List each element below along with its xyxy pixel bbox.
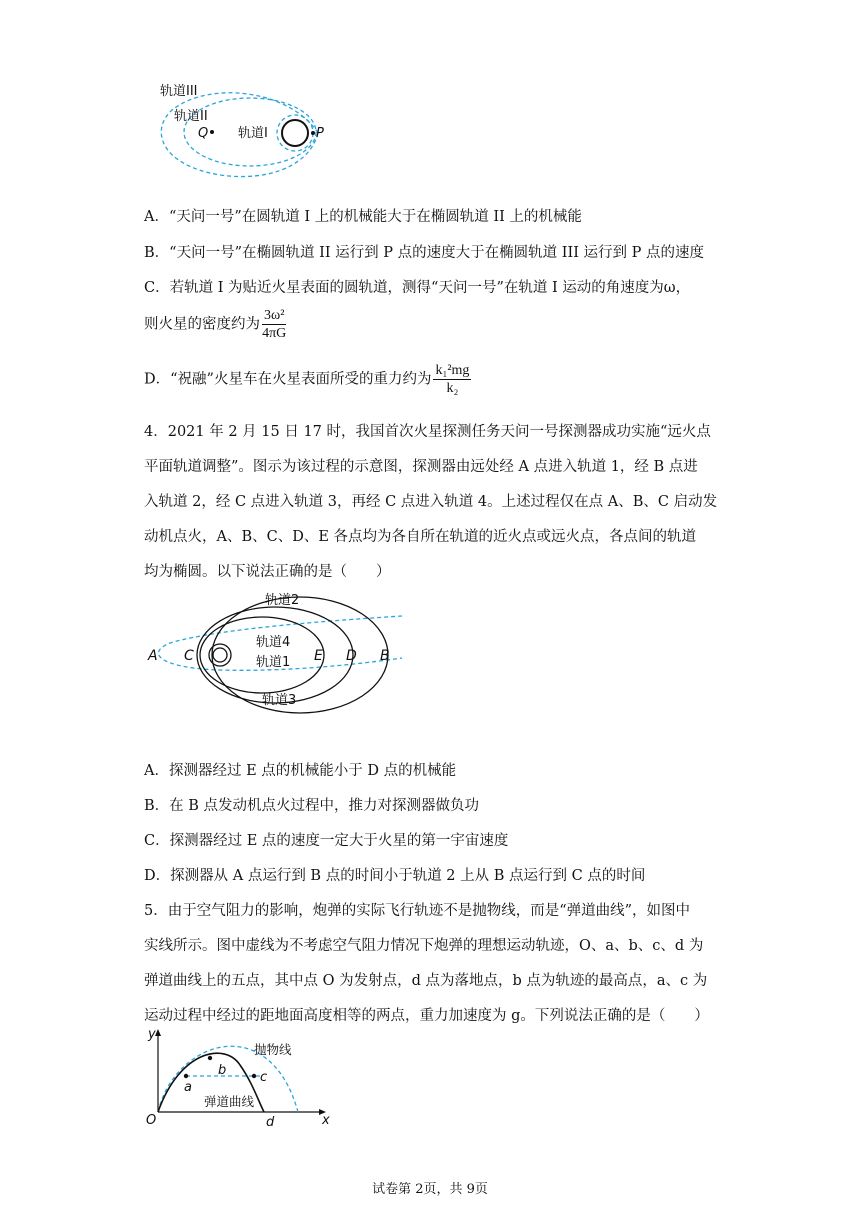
label-b: B [380,648,390,664]
density-denominator: 4πG [262,326,287,341]
point-a [184,1074,188,1078]
gravity-numerator: k₁²mg [435,363,470,378]
label-q: Q [198,126,209,141]
point-c [252,1074,256,1078]
q4-option-c: C．探测器经过 E 点的速度一定大于火星的第一宇宙速度 [144,833,509,849]
q4-stem-line-4: 动机点火，A、B、C、D、E 各点均为各自所在轨道的近火点或远火点，各点间的轨道 [144,529,697,545]
label-a: a [184,1080,192,1095]
point-q [210,130,214,134]
mars-planet [213,648,227,662]
q4-stem-line-5: 均为椭圆。以下说法正确的是（ ） [144,564,391,580]
q3-option-c-text: 则火星的密度约为 [144,316,260,333]
q4-stem-line-2: 平面轨道调整”。图示为该过程的示意图，探测器由远处经 A 点进入轨道 1，经 B 点进 [144,459,698,475]
label-orbit-iii: 轨道III [160,84,198,99]
label-orbit-ii: 轨道II [174,109,208,124]
label-a: A [148,648,158,664]
label-ballistic: 弹道曲线 [204,1094,255,1109]
q5-stem-line-1: 5．由于空气阻力的影响，炮弹的实际飞行轨迹不是抛物线，而是“弹道曲线”，如图中 [144,903,691,919]
label-c: c [260,1070,268,1085]
point-b [208,1056,212,1060]
q4-stem-line-1: 4．2021 年 2 月 15 日 17 时，我国首次火星探测任务天问一号探测器成功实施“远火点 [144,424,711,440]
label-b: b [218,1063,227,1078]
label-parabola: 抛物线 [254,1042,292,1057]
q3-option-b: B．“天问一号”在椭圆轨道 II 运行到 P 点的速度大于在椭圆轨道 III 运行到 P 点的速度 [144,245,705,261]
label-orbit-1: 轨道1 [256,655,291,670]
q5-stem-line-2: 实线所示。图中虚线为不考虑空气阻力情况下炮弹的理想运动轨迹，O、a、b、c、d 为 [144,938,704,954]
q4-option-d: D．探测器从 A 点运行到 B 点的时间小于轨道 2 上从 B 点运行到 C 点的时间 [144,868,646,884]
q3-option-a: A．“天问一号”在圆轨道 I 上的机械能大于在椭圆轨道 II 上的机械能 [144,209,582,225]
q3-option-d-text: D．“祝融”火星车在火星表面所受的重力约为 [144,371,432,388]
orbit-figure-2 [140,588,420,722]
page-footer: 试卷第 2页，共 9页 [372,1182,488,1197]
q5-stem-line-3: 弹道曲线上的五点，其中点 O 为发射点，d 点为落地点，b 点为轨迹的最高点，a、c 为 [144,973,708,989]
q4-stem-line-3: 入轨道 2，经 C 点进入轨道 3，再经 C 点进入轨道 4。上述过程仅在点 A、B、C 启动发 [144,494,718,510]
label-orbit-i: 轨道I [238,126,268,141]
mars-planet [282,120,308,146]
gravity-fraction [433,362,471,397]
q5-stem-line-4: 运动过程中经过的距地面高度相等的两点，重力加速度为 g。下列说法正确的是（ ） [144,1008,709,1024]
y-axis-arrow-icon [155,1029,161,1036]
orbit-2-curve [212,597,388,713]
label-d: d [266,1115,275,1130]
label-p: P [316,126,324,141]
orbit-figure-1 [150,80,350,194]
label-o: O [146,1113,157,1128]
density-fraction [262,307,286,342]
q3-option-c-line2 [144,307,286,342]
label-c: C [184,648,194,664]
q3-option-d [144,362,471,397]
density-numerator: 3ω² [264,308,285,323]
label-e: E [314,648,323,664]
label-orbit-4: 轨道4 [256,635,291,650]
q4-option-b: B．在 B 点发动机点火过程中，推力对探测器做负功 [144,798,480,814]
label-d: D [346,648,357,664]
label-orbit-2: 轨道2 [265,593,300,608]
q4-option-a: A．探测器经过 E 点的机械能小于 D 点的机械能 [144,763,457,779]
label-orbit-3: 轨道3 [262,693,297,708]
label-x: x [322,1113,330,1128]
q3-option-c-line1: C．若轨道 I 为贴近火星表面的圆轨道，测得“天问一号”在轨道 I 运动的角速度为ω， [144,280,691,296]
gravity-denominator: k₂ [446,381,459,396]
trajectory-figure [140,1020,340,1134]
label-y: y [148,1027,156,1042]
point-p [311,131,315,135]
